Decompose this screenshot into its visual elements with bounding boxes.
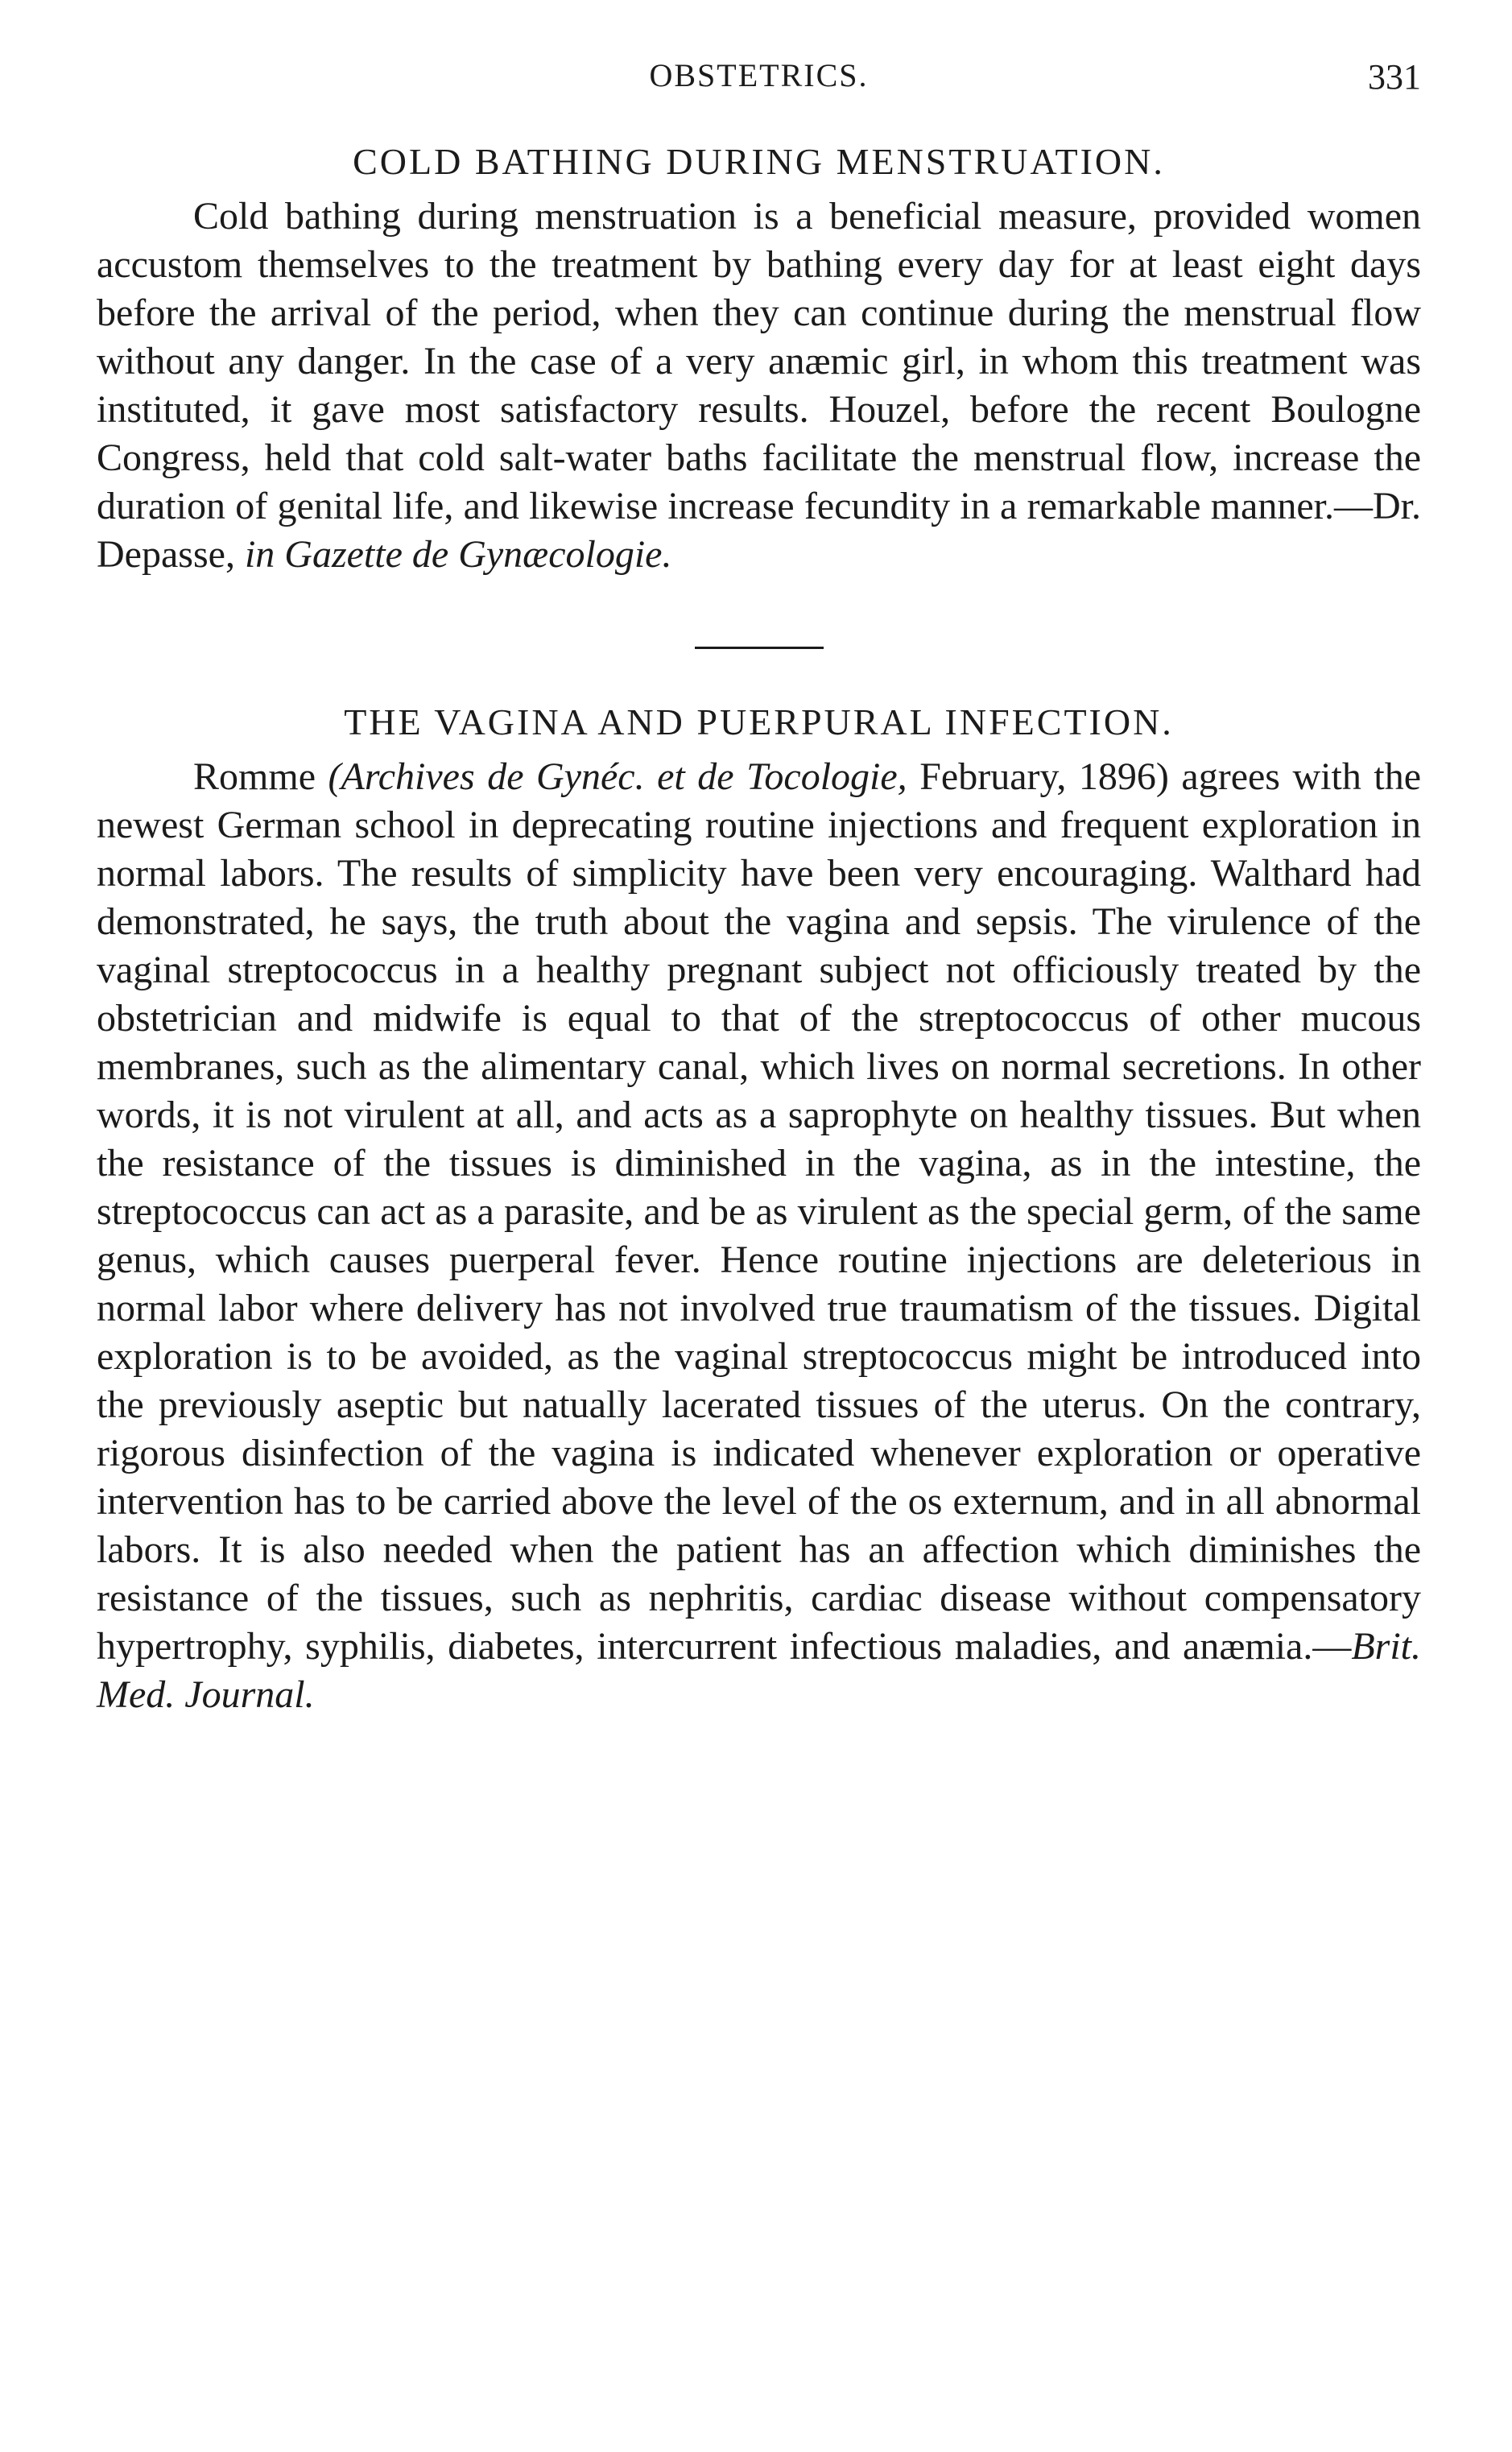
article-title-cold-bathing: COLD BATHING DURING MENSTRUATION. bbox=[353, 141, 1165, 182]
article-citation: in Gazette de Gynæcologie. bbox=[244, 533, 672, 576]
section-separator bbox=[695, 647, 824, 649]
running-head bbox=[97, 56, 1421, 101]
article-body-cold-bathing bbox=[97, 192, 1421, 579]
article-text-start: Romme bbox=[193, 755, 328, 798]
article-citation: Brit. Med. Journal. bbox=[97, 1625, 1421, 1716]
article-title-vagina-infection: THE VAGINA AND PUERPURAL INFECTION. bbox=[344, 701, 1174, 742]
article-body-vagina-infection bbox=[97, 753, 1421, 1719]
running-title: OBSTETRICS. bbox=[649, 57, 869, 93]
article-citation-inline: (Archives de Gynéc. et de Tocologie, bbox=[328, 755, 907, 798]
article-text: Cold bathing during menstruation is a beneficial measure, provided women accustom themselves to the treatment by bathing every day for at least eight days before the arrival of the period, when they can continue during the menstrual flow without any danger. In the case of a very anæmic girl, in whom this treatment was instituted, it gave most satisfactory results. Houzel, before the recent Boulogne Congress, held that cold salt-water baths facilitate the menstrual flow, increase the duration of genital life, and likewise increase fecundity in a remarkable manner.—Dr. Depasse, bbox=[97, 195, 1421, 576]
article-text: February, 1896) agrees with the newest German school in deprecating routine injections and frequent exploration in normal labors. The results of simplicity have been very encouraging. Walthard had demonstrated, he says, the truth about the vagina and sepsis. The virulence of the vaginal streptococcus in a healthy pregnant subject not officiously treated by the obstetrician and midwife is equal to that of the streptococcus of other mucous membranes, such as the alimentary canal, which lives on normal secretions. In other words, it is not virulent at all, and acts as a saprophyte on healthy tissues. But when the resistance of the tissues is diminished in the vagina, as in the intestine, the streptococcus can act as a parasite, and be as virulent as the special germ, of the same genus, which causes puerperal fever. Hence routine injections are deleterious in normal labor where delivery has not involved true traumatism of the tissues. Digital exploration is to be avoided, as the vaginal streptococcus might be introduced into the previously aseptic but natually lacerated tissues of the uterus. On the contrary, rigorous disinfection of the vagina is indicated whenever exploration or operative intervention has to be carried above the level of the os externum, and in all abnormal labors. It is also needed when the patient has an affection which diminishes the resistance of the tissues, such as nephritis, cardiac disease without compensatory hypertrophy, syphilis, diabetes, intercurrent infectious maladies, and anæmia.— bbox=[97, 755, 1422, 1668]
page-number: 331 bbox=[1368, 57, 1421, 97]
page bbox=[97, 56, 1421, 1719]
